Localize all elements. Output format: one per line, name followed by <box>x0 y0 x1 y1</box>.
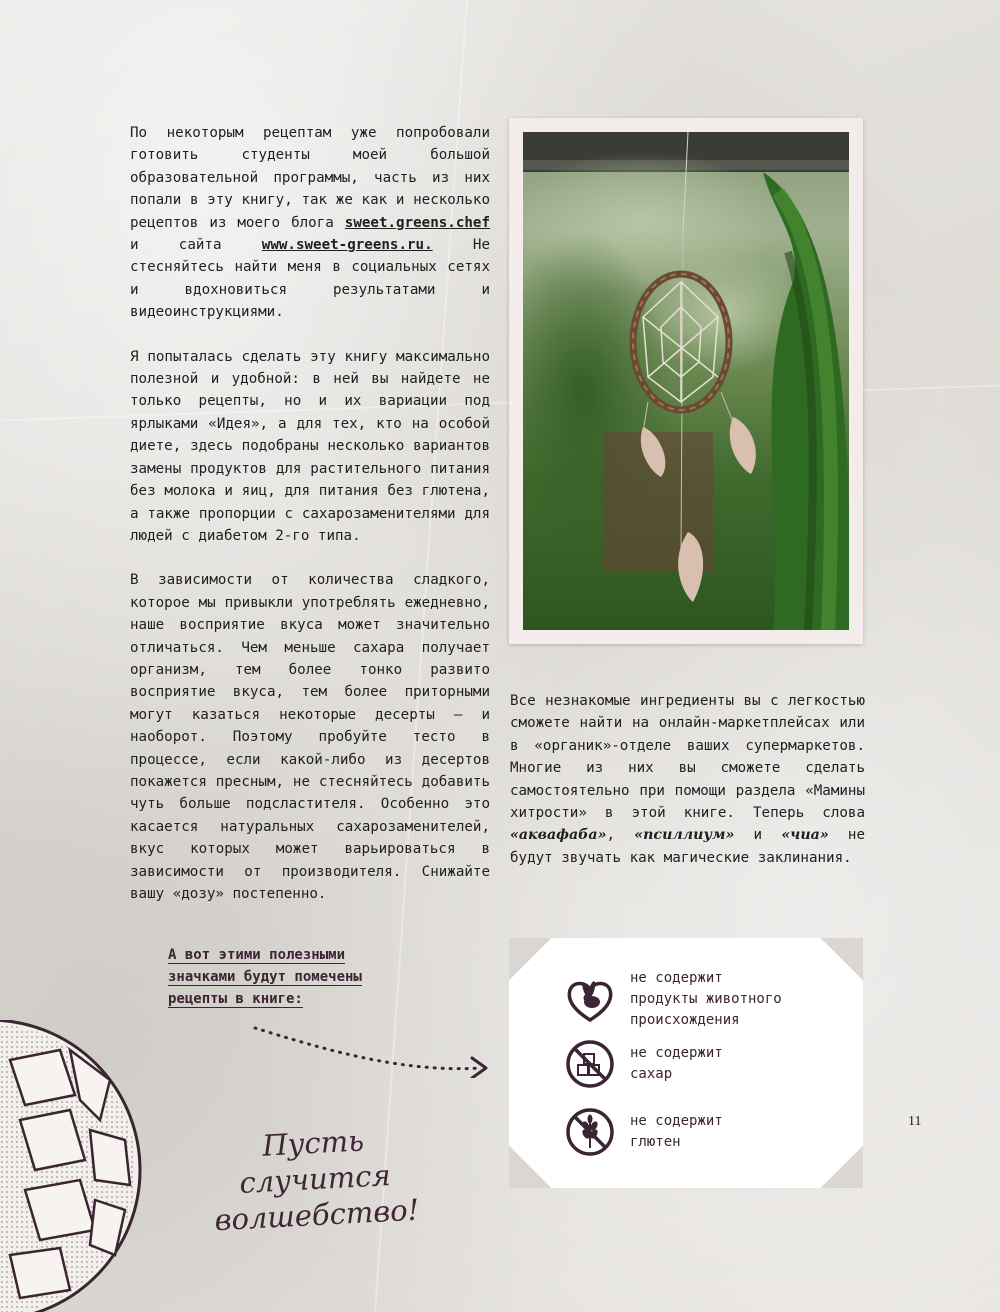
term-psyllium: «псиллиум» <box>634 827 735 844</box>
card-corner <box>509 1146 551 1188</box>
handwritten-line-1: Пусть случится <box>238 1123 392 1200</box>
dreamcatcher-photo <box>523 132 849 630</box>
photo-frame <box>509 118 863 644</box>
no-sugar-icon <box>564 1038 616 1090</box>
paragraph-taste: В зависимости от количества сладкого, которое мы привыкли употреблять ежедневно, наше восприятие вкуса может значительно отличаться. Чем меньше сахара получает организм, тем более тонко развито восприятие вкуса, тем более приторными могут казаться некоторые десерты — и наоборот. Поэтому пробуйте тесто в процессе, если какой-либо из десертов покажется пресным, не стесняйтесь добавить чуть больше подсластителя. Особенно это касается натуральных сахарозаменителей, вкус которых может варьироваться в зависимости от производителя. Снижайте вашу «дозу» постепенно. <box>130 572 490 902</box>
card-corner <box>509 938 551 980</box>
no-gluten-icon <box>564 1106 616 1158</box>
icon-row-no-gluten <box>564 1106 723 1158</box>
paragraph-ingredients: Все незнакомые ингредиенты вы с легкостью сможете найти на онлайн-маркетплейсах или в «органик»-отделе ваших супермаркетов. Многие из них вы сможете сделать самостоятельно при помощи раздела «Мамины хитрости» в этой книге. Теперь слова «аквафаба», «псиллиум» и «чиа» не будут звучать как магические заклинания. <box>510 693 866 866</box>
handwritten-line-2: волшебство! <box>213 1192 421 1238</box>
paragraph-intro: По некоторым рецептам уже попробовали готовить студенты моей большой образовательной программы, часть из них попали в эту книгу, так же как и несколько рецептов из моего блога sweet.greens.chef и сайта www.sweet-greens.ru. Не стесняйтесь найти меня в социальных сетях и вдохновиться результатами и видеоинструкциями. <box>130 125 490 321</box>
dotted-arrow-icon <box>250 1018 495 1078</box>
card-corner <box>821 1146 863 1188</box>
term-aquafaba: «аквафаба» <box>510 827 607 844</box>
icon-legend-note <box>168 944 428 1010</box>
icon-row-vegan <box>564 968 782 1031</box>
blog-link[interactable]: sweet.greens.chef <box>344 214 490 231</box>
paragraph-book-usage: Я попыталась сделать эту книгу максимально полезной и удобной: в ней вы найдете не только рецепты, но и их вариации под ярлыками «Идея», а для тех, кто на особой диете, здесь подобраны несколько вариантов замены продуктов для растительного питания без молока и яиц, для питания без глютена, а также пропорции с сахарозаменителями для людей с диабетом 2-го типа. <box>130 348 490 544</box>
handwritten-phrase <box>192 1119 437 1239</box>
icon-label-vegan: не содержит продукты животного происхождения <box>630 970 782 1028</box>
rabbit-heart-icon <box>564 974 616 1026</box>
main-text-column <box>130 122 490 927</box>
page-number: 11 <box>908 1114 922 1129</box>
icon-label-no-sugar: не содержит сахар <box>630 1045 723 1082</box>
site-link[interactable]: www.sweet-greens.ru. <box>261 237 433 254</box>
dreamcatcher-illustration <box>523 132 849 630</box>
legend-line-3: рецепты в книге: <box>168 991 303 1007</box>
diet-icons-card <box>509 938 863 1188</box>
bread-illustration <box>0 1020 150 1312</box>
icon-row-no-sugar <box>564 1038 723 1090</box>
card-corner <box>821 938 863 980</box>
term-chia: «чиа» <box>781 827 829 844</box>
legend-line-1: А вот этими полезными <box>168 947 346 963</box>
ingredients-text-column <box>510 690 865 869</box>
bread-loaf-icon <box>0 1020 150 1312</box>
icon-label-no-gluten: не содержит глютен <box>630 1113 723 1150</box>
legend-line-2: значками будут помечены <box>168 969 362 985</box>
